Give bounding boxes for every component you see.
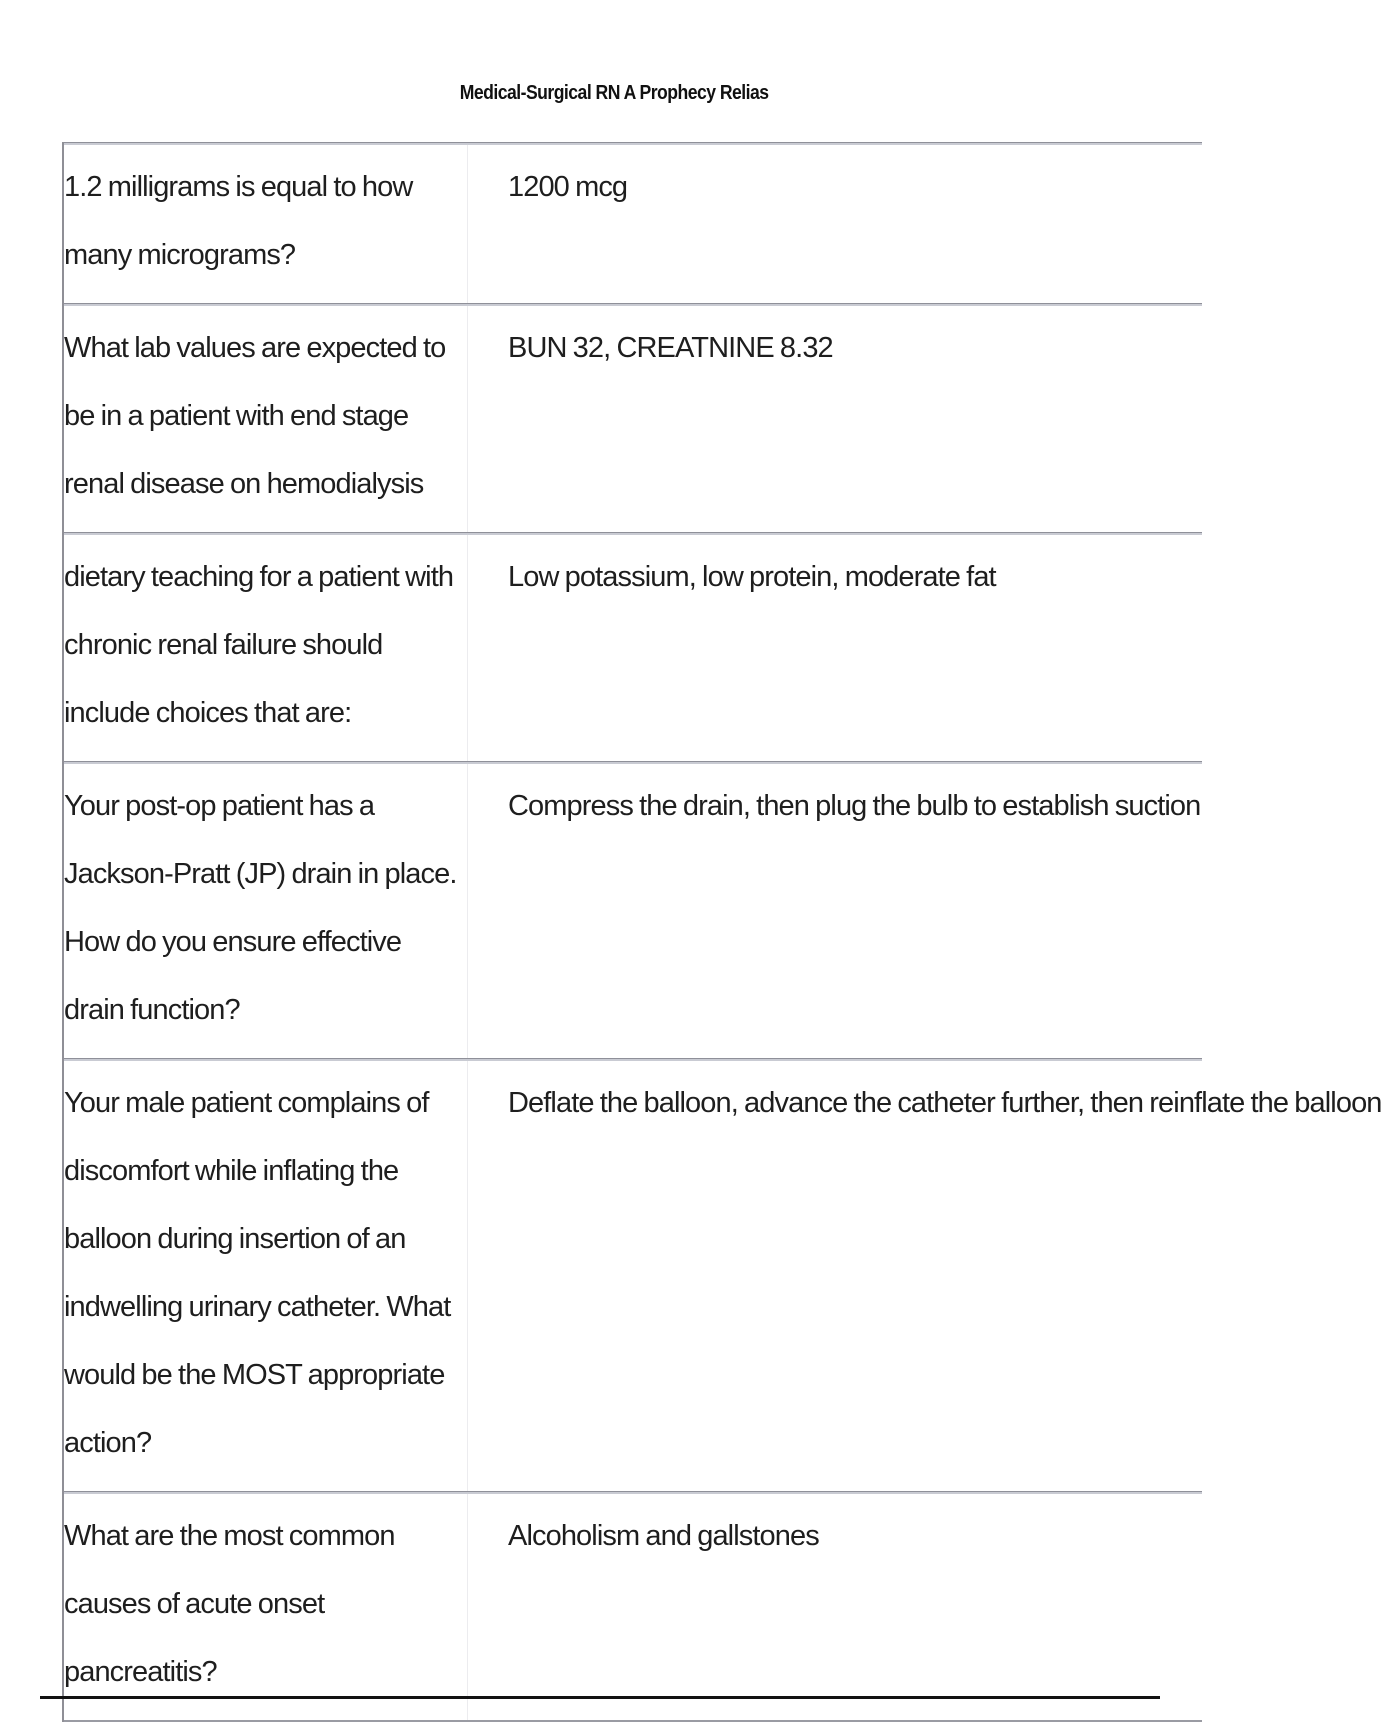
- question-cell: 1.2 milligrams is equal to how many micrograms?: [64, 145, 468, 303]
- table-row: [64, 532, 1202, 761]
- answer-cell: Compress the drain, then plug the bulb to establish suction: [508, 790, 1201, 822]
- question-cell: Your male patient complains of discomfort while inflating the balloon during insertion of an indwelling urinary catheter. What would be the MOST appropriate action?: [64, 1061, 468, 1491]
- answer-cell: Alcoholism and gallstones: [508, 1520, 819, 1552]
- table-row: [64, 761, 1202, 1058]
- answer-cell: Deflate the balloon, advance the catheter further, then reinflate the balloon: [508, 1087, 1382, 1119]
- question-cell: dietary teaching for a patient with chronic renal failure should include choices that are:: [64, 535, 468, 761]
- answer-cell: 1200 mcg: [508, 171, 628, 203]
- question-cell: What are the most common causes of acute onset pancreatitis?: [64, 1494, 468, 1720]
- qa-table: [62, 142, 1382, 1722]
- question-cell: Your post-op patient has a Jackson-Pratt (JP) drain in place. How do you ensure effective drain function?: [64, 764, 468, 1058]
- question-cell: What lab values are expected to be in a patient with end stage renal disease on hemodialysis: [64, 306, 468, 532]
- document-title: Medical-Surgical RN A Prophecy Relias: [459, 82, 769, 104]
- answer-cell: Low potassium, low protein, moderate fat: [508, 561, 996, 593]
- table-row: [64, 1058, 1382, 1491]
- table-row: [64, 1491, 1202, 1722]
- table-row: [64, 303, 1202, 532]
- table-row: [64, 142, 1202, 303]
- answer-cell: BUN 32, CREATNINE 8.32: [508, 332, 833, 364]
- footer-divider: [40, 1696, 1160, 1699]
